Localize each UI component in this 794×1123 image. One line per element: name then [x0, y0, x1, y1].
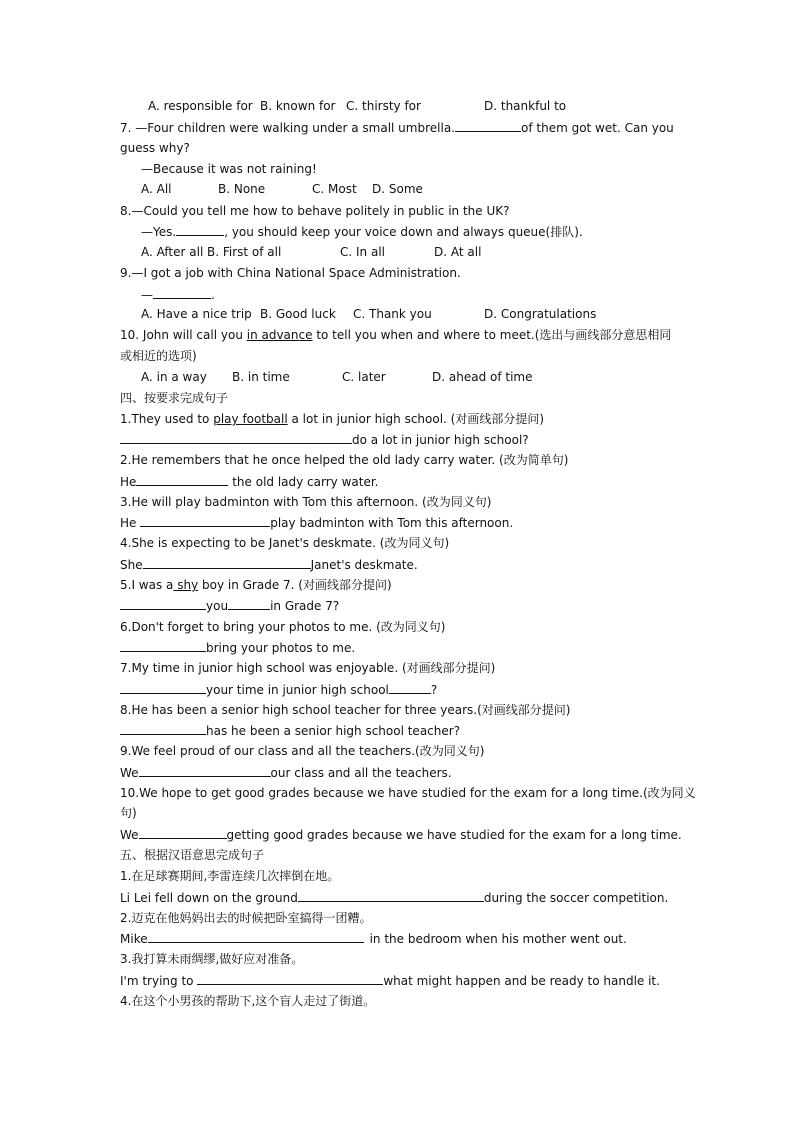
q7-stem-text: 7. —Four children were walking under a small umbrella. [120, 121, 455, 135]
s4-q3-blank[interactable] [140, 514, 270, 527]
q6-option-a[interactable]: A. responsible for [148, 99, 253, 113]
s4-q7-answer-text: your time in junior high school [206, 683, 389, 697]
q7-options [141, 181, 441, 197]
q8-options [141, 244, 501, 260]
q7-reply: —Because it was not raining! [141, 162, 317, 176]
s4-q8-answer [120, 722, 460, 739]
s5-q1-answer [120, 889, 668, 906]
section4-title: 四、按要求完成句子 [120, 391, 229, 405]
q10-option-d[interactable]: D. ahead of time [432, 370, 533, 384]
s4-q4-answer [120, 556, 418, 573]
q7-stem [120, 119, 674, 136]
q8-reply-text-2: , you should keep your voice down and always queue(排队). [224, 225, 583, 239]
section5-title: 五、根据汉语意思完成句子 [120, 848, 265, 862]
s4-q4-answer-end: Janet's deskmate. [310, 558, 418, 572]
s4-q10-blank[interactable] [139, 826, 227, 839]
q9-option-d[interactable]: D. Congratulations [484, 307, 597, 321]
q10-option-b[interactable]: B. in time [232, 370, 290, 384]
s4-q5-answer-end: in Grade 7? [270, 599, 340, 613]
q6-option-d[interactable]: D. thankful to [484, 99, 567, 113]
q9-reply [141, 286, 215, 303]
s4-q8: 8.He has been a senior high school teacher for three years.(对画线部分提问) [120, 703, 571, 717]
q9-reply-dash: — [141, 288, 153, 302]
q9-option-a[interactable]: A. Have a nice trip [141, 307, 252, 321]
s4-q10-cont: 句) [120, 806, 137, 820]
q9-reply-period: . [211, 288, 215, 302]
q6-option-b[interactable]: B. known for [260, 99, 336, 113]
s4-q7-answer [120, 681, 437, 698]
s5-q2-blank[interactable] [148, 930, 364, 943]
s4-q9-answer-end: our class and all the teachers. [270, 766, 452, 780]
s5-q2-answer-start: Mike [120, 932, 148, 946]
s4-q3: 3.He will play badminton with Tom this afternoon. (改为同义句) [120, 495, 492, 509]
q7-answer-blank[interactable] [455, 119, 521, 132]
s5-q1-answer-end: during the soccer competition. [483, 891, 669, 905]
s4-q5-blank-2[interactable] [228, 597, 270, 610]
s4-q2-answer-start: He [120, 475, 137, 489]
q7-stem-cont: guess why? [120, 141, 190, 155]
s4-q6-blank[interactable] [120, 639, 206, 652]
q7-option-c[interactable]: C. Most [312, 182, 357, 196]
q10-stem-text: 10. John will call you [120, 328, 247, 342]
s4-q3-answer-start: He [120, 516, 141, 530]
s4-q9: 9.We feel proud of our class and all the teachers.(改为同义句) [120, 744, 485, 758]
q10-options [141, 369, 541, 385]
s4-q5-answer-you: you [206, 599, 229, 613]
s4-q6: 6.Don't forget to bring your photos to me. (改为同义句) [120, 620, 446, 634]
s4-q8-blank[interactable] [120, 722, 206, 735]
s4-q1-underlined: play football [213, 412, 288, 426]
s4-q10: 10.We hope to get good grades because we have studied for the exam for a long time.(改为同义 [120, 786, 696, 800]
q10-option-a[interactable]: A. in a way [141, 370, 207, 384]
q8-option-d[interactable]: D. At all [434, 245, 482, 259]
s5-q3-cn: 3.我打算未雨绸缪,做好应对准备。 [120, 952, 304, 966]
s4-q1 [120, 411, 544, 427]
s5-q2-answer-end: in the bedroom when his mother went out. [369, 932, 627, 946]
s5-q3-answer-start: I'm trying to [120, 974, 198, 988]
s4-q4-answer-start: She [120, 558, 143, 572]
q9-stem: 9.—I got a job with China National Space Administration. [120, 266, 461, 280]
q7-option-b[interactable]: B. None [218, 182, 266, 196]
s4-q1-answer [120, 431, 529, 448]
s5-q1-cn: 1.在足球赛期间,李雷连续几次摔倒在地。 [120, 869, 340, 883]
s4-q5-text: 5.I was a [120, 578, 174, 592]
q8-reply-text: —Yes. [141, 225, 177, 239]
s4-q2-answer-end: the old lady carry water. [228, 475, 379, 489]
s5-q2-cn: 2.迈克在他妈妈出去的时候把卧室搞得一团糟。 [120, 911, 372, 925]
q8-stem: 8.—Could you tell me how to behave politely in public in the UK? [120, 204, 510, 218]
s4-q9-answer [120, 764, 452, 781]
q8-option-c[interactable]: C. In all [340, 245, 385, 259]
s4-q9-answer-start: We [120, 766, 139, 780]
q10-stem-text-2: to tell you when and where to meet.(选出与画线部分意思相同 [312, 328, 672, 342]
s4-q7-answer-end: ? [430, 683, 438, 697]
s4-q5-underlined: shy [173, 578, 199, 592]
s5-q3-answer-end: what might happen and be ready to handle it. [383, 974, 660, 988]
s4-q5-answer [120, 597, 339, 614]
q10-stem [120, 327, 671, 343]
s4-q1-blank[interactable] [120, 431, 352, 444]
s5-q3-answer [120, 972, 660, 989]
q8-option-b[interactable]: B. First of all [207, 245, 282, 259]
s4-q10-answer [120, 826, 682, 843]
q6-option-c[interactable]: C. thirsty for [346, 99, 421, 113]
s4-q7: 7.My time in junior high school was enjoyable. (对画线部分提问) [120, 661, 496, 675]
s4-q7-blank-2[interactable] [389, 681, 431, 694]
s4-q10-answer-start: We [120, 828, 139, 842]
q9-option-b[interactable]: B. Good luck [260, 307, 336, 321]
s4-q2-answer [120, 473, 378, 490]
s4-q4: 4.She is expecting to be Janet's deskmate. (改为同义句) [120, 536, 450, 550]
q10-underlined-phrase: in advance [246, 328, 313, 342]
s4-q3-answer-end: play badminton with Tom this afternoon. [270, 516, 514, 530]
s4-q9-blank[interactable] [139, 764, 271, 777]
s4-q1-text: 1.They used to [120, 412, 214, 426]
q8-answer-blank[interactable] [176, 223, 224, 236]
s4-q1-answer-text: do a lot in junior high school? [352, 433, 529, 447]
q7-option-a[interactable]: A. All [141, 182, 172, 196]
q8-option-a[interactable]: A. After all [141, 245, 204, 259]
s5-q1-blank[interactable] [298, 889, 484, 902]
q9-answer-blank[interactable] [153, 286, 211, 299]
q6-options [148, 98, 578, 114]
s4-q4-blank[interactable] [143, 556, 311, 569]
s4-q2-blank[interactable] [136, 473, 228, 486]
s4-q5-blank-1[interactable] [120, 597, 206, 610]
q7-stem-text-2: of them got wet. Can you [521, 121, 674, 135]
s4-q5 [120, 577, 392, 593]
q7-option-d[interactable]: D. Some [372, 182, 423, 196]
s4-q1-text-2: a lot in junior high school. (对画线部分提问) [287, 412, 545, 426]
s4-q5-text-2: boy in Grade 7. (对画线部分提问) [198, 578, 392, 592]
s5-q1-answer-start: Li Lei fell down on the ground [120, 891, 298, 905]
s4-q10-answer-end: getting good grades because we have studied for the exam for a long time. [226, 828, 682, 842]
q9-options [141, 306, 601, 322]
q9-option-c[interactable]: C. Thank you [353, 307, 432, 321]
s4-q7-blank-1[interactable] [120, 681, 206, 694]
s5-q2-answer [120, 930, 627, 947]
q10-option-c[interactable]: C. later [342, 370, 386, 384]
s4-q6-answer [120, 639, 355, 656]
q8-reply [141, 223, 583, 240]
s4-q8-answer-text: has he been a senior high school teacher? [206, 724, 461, 738]
s5-q3-blank[interactable] [197, 972, 383, 985]
s4-q3-answer [120, 514, 513, 531]
q10-stem-cont: 或相近的选项) [120, 349, 197, 363]
s4-q6-answer-text: bring your photos to me. [206, 641, 356, 655]
s4-q2: 2.He remembers that he once helped the old lady carry water. (改为简单句) [120, 453, 569, 467]
s5-q4-cn: 4.在这个小男孩的帮助下,这个盲人走过了街道。 [120, 994, 376, 1008]
